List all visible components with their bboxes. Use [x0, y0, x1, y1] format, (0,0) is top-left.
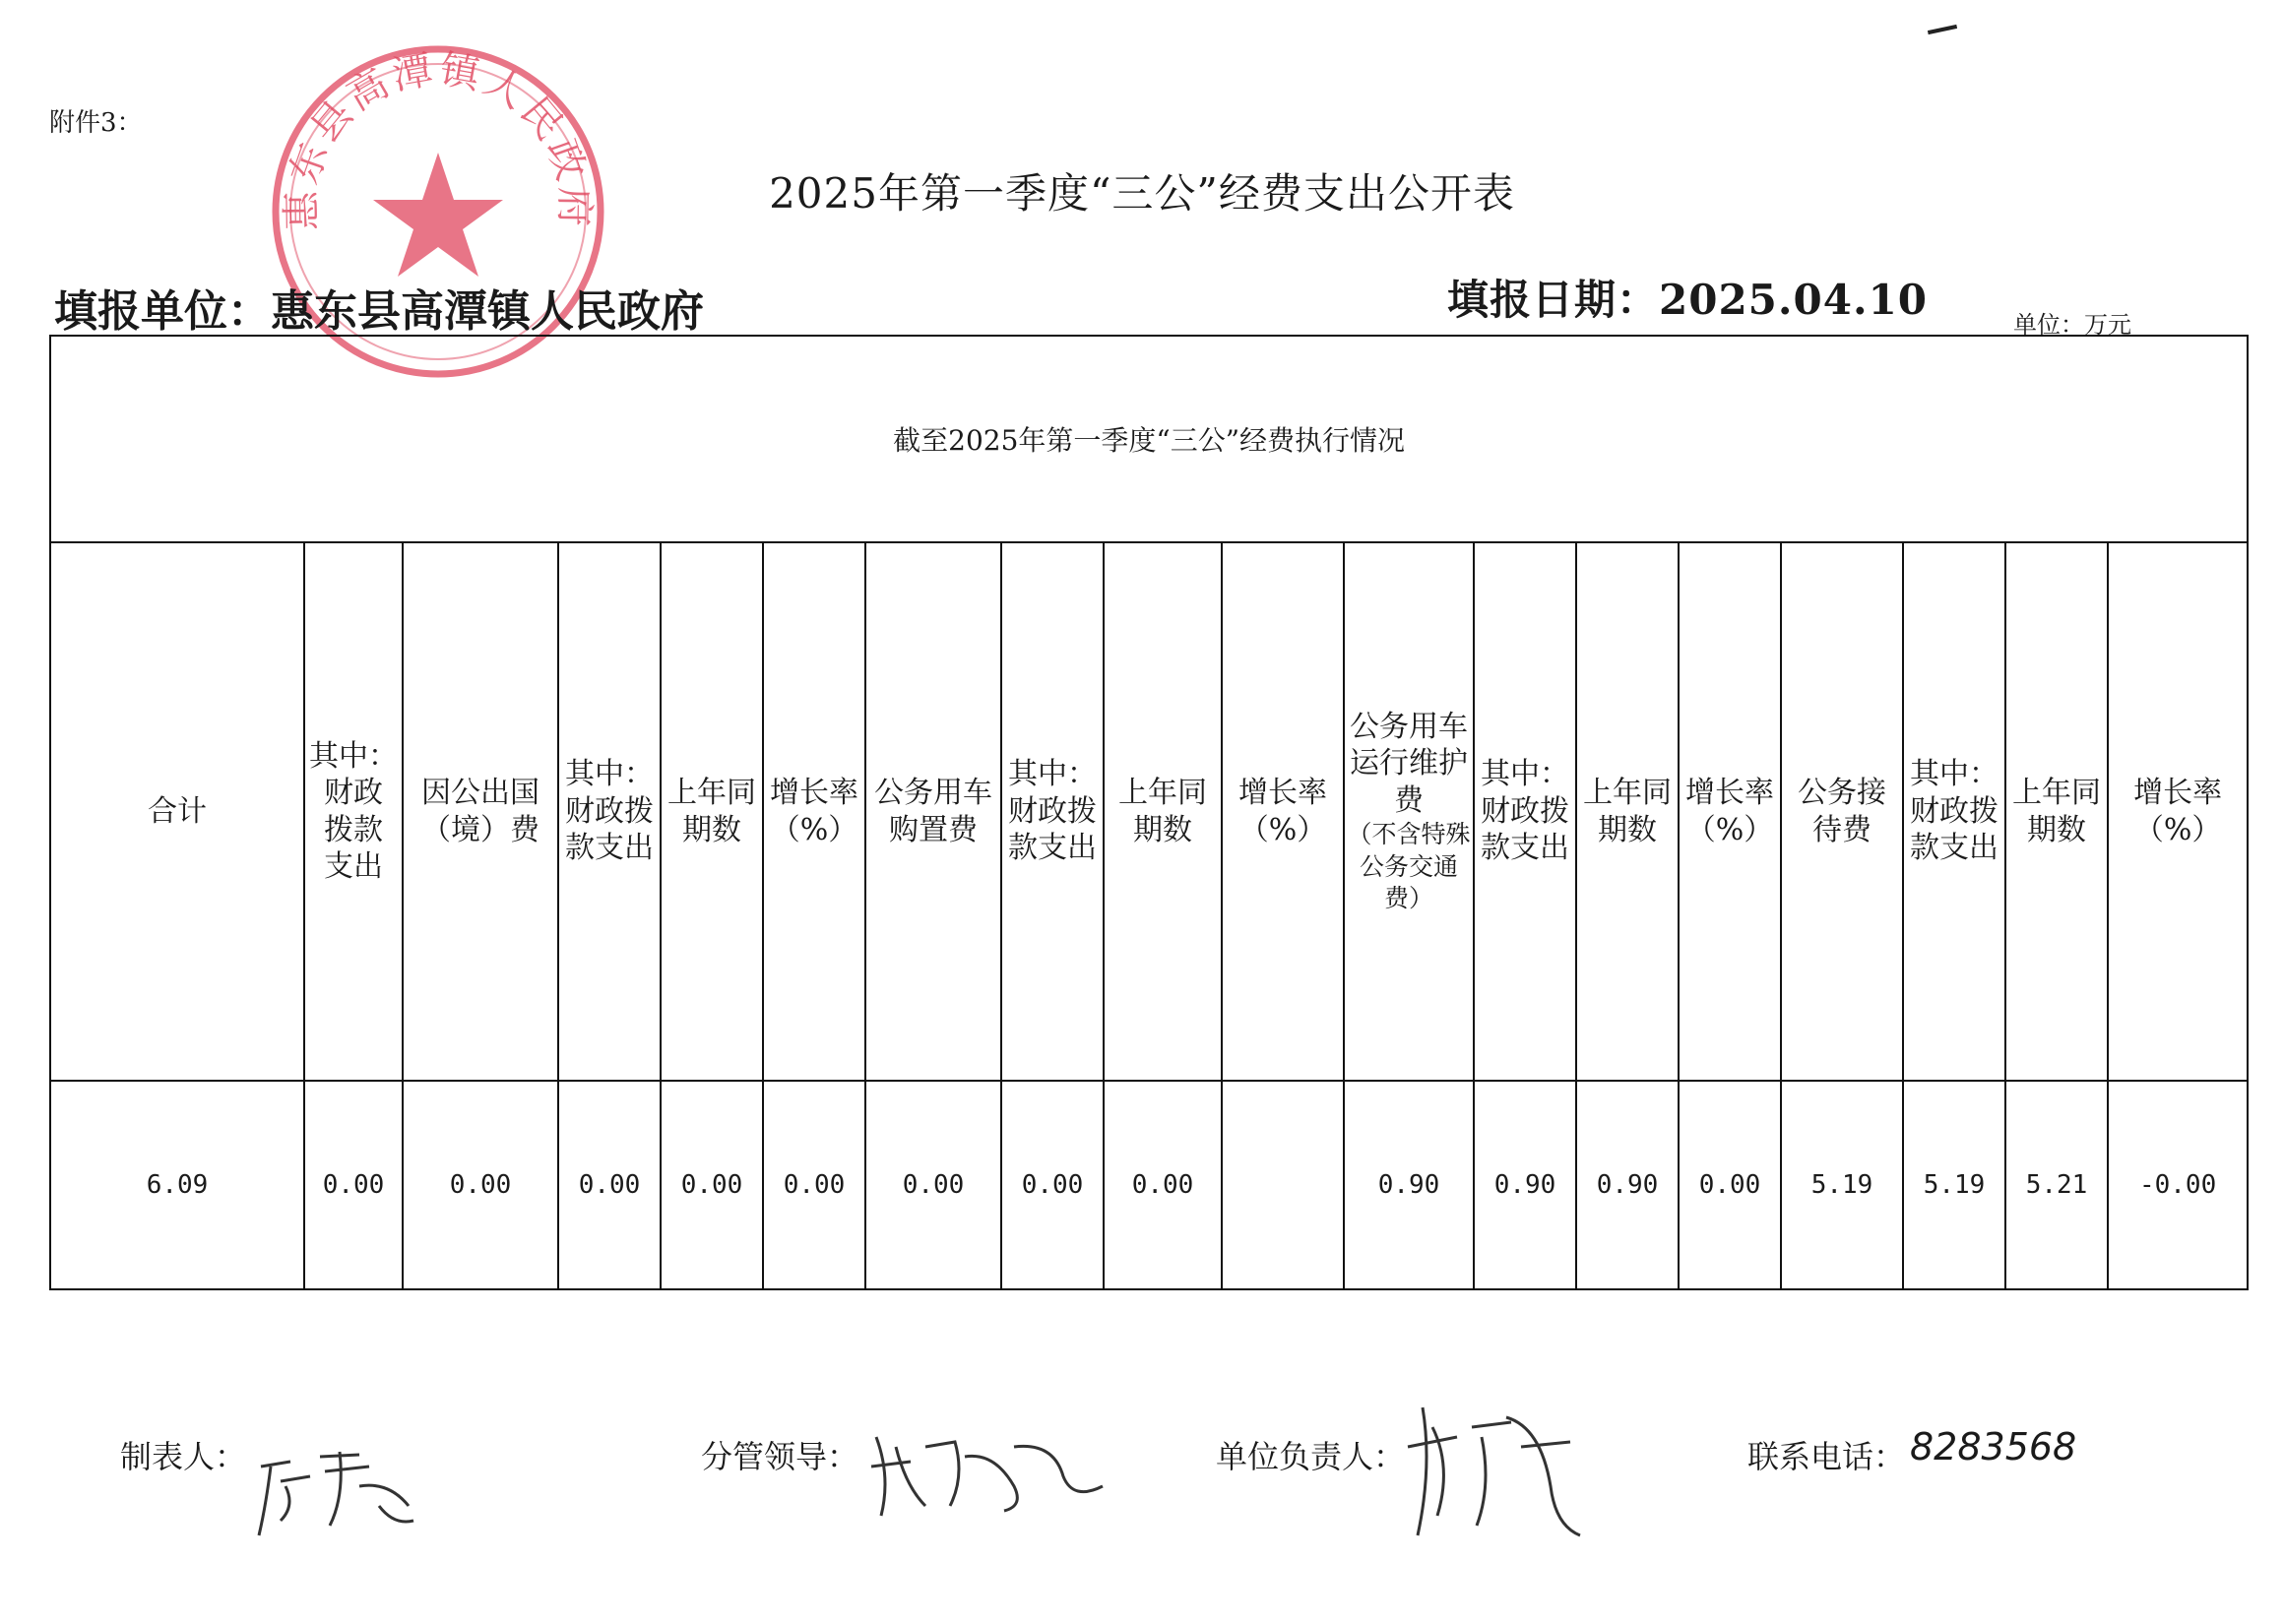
- column-header-line: 公务用车: [874, 776, 992, 810]
- column-header-line: 合计: [148, 793, 207, 829]
- table-cell: 0.00: [865, 1081, 1001, 1289]
- svg-text:惠东县高潭镇人民政府: 惠东县高潭镇人民政府: [279, 46, 598, 231]
- column-header: [50, 542, 304, 1081]
- column-header: [1679, 542, 1781, 1081]
- column-header: [1222, 542, 1344, 1081]
- column-header: [763, 542, 865, 1081]
- table-cell: 0.90: [1344, 1081, 1474, 1289]
- column-header: [2108, 542, 2248, 1081]
- column-header-line: 期数: [1133, 812, 1192, 847]
- column-header-line: 支出: [324, 849, 383, 884]
- column-header-line: 其中：: [309, 738, 398, 774]
- column-header: [1474, 542, 1576, 1081]
- table-cell: 5.21: [2005, 1081, 2108, 1289]
- table-cell: 0.00: [1679, 1081, 1781, 1289]
- column-header-line: 款支出: [1910, 831, 1998, 866]
- pen-mark: [1928, 25, 1957, 34]
- column-header-line: 购置费: [889, 812, 978, 847]
- table-cell: -0.00: [2108, 1081, 2248, 1289]
- column-header-line: 其中：: [565, 757, 654, 792]
- column-header-line: 财政拨: [1481, 793, 1569, 829]
- currency-unit: 单位：万元: [2013, 311, 2131, 339]
- table-cell: 0.00: [304, 1081, 403, 1289]
- column-header-line: 上年同: [1118, 776, 1207, 810]
- column-header-line: 款支出: [1481, 831, 1569, 866]
- column-header: [1104, 542, 1222, 1081]
- vehicle-note-line: （不含特殊: [1347, 820, 1471, 848]
- preparer-label: 制表人：: [120, 1438, 247, 1475]
- reporting-unit: 填报单位：惠东县高潭镇人民政府: [54, 286, 704, 337]
- column-header: [304, 542, 403, 1081]
- expense-table: [49, 335, 2249, 1290]
- column-header-line: 费: [1394, 782, 1424, 818]
- column-header-line: 其中：: [1008, 757, 1097, 792]
- column-header-line: 财政: [324, 776, 383, 810]
- column-header-line: 期数: [2027, 812, 2086, 847]
- column-header: [1781, 542, 1903, 1081]
- column-header-line: 款支出: [1008, 831, 1097, 866]
- column-header-line: 其中：: [1481, 757, 1569, 792]
- column-header: [661, 542, 763, 1081]
- column-header: [1903, 542, 2005, 1081]
- table-cell: 0.90: [1474, 1081, 1576, 1289]
- column-header: [558, 542, 661, 1081]
- unit-head-signature: [1403, 1388, 1600, 1545]
- document-title: 2025年第一季度“三公”经费支出公开表: [769, 169, 1515, 218]
- unit-head-label: 单位负责人：: [1216, 1438, 1406, 1475]
- column-header-line: 款支出: [565, 831, 654, 866]
- column-header-line: （%）: [2133, 812, 2222, 847]
- phone-label: 联系电话：: [1747, 1438, 1906, 1475]
- column-header: [1001, 542, 1104, 1081]
- column-header-line: 增长率: [1238, 776, 1327, 810]
- column-header-line: （%）: [1685, 812, 1774, 847]
- column-header-line: 增长率: [1685, 776, 1774, 810]
- table-cell: 0.00: [1104, 1081, 1222, 1289]
- column-header-row: [50, 542, 2248, 1081]
- table-cell: 6.09: [50, 1081, 304, 1289]
- phone-number: 8283568: [1910, 1425, 2077, 1468]
- table-cell: 0.90: [1576, 1081, 1679, 1289]
- supervisor-label: 分管领导：: [701, 1438, 859, 1475]
- attachment-label: 附件3：: [49, 108, 143, 138]
- column-header-line: 公务接: [1798, 776, 1886, 810]
- column-header-line: 拨款: [324, 812, 383, 847]
- table-cell: 0.00: [558, 1081, 661, 1289]
- column-header-line: 因公出国: [421, 776, 539, 810]
- column-header-line: 财政拨: [1008, 793, 1097, 829]
- vehicle-note-line: 费）: [1383, 884, 1433, 912]
- column-header: [1576, 542, 1679, 1081]
- column-header-line: 运行维护: [1350, 746, 1468, 781]
- column-header-line: 财政拨: [565, 793, 654, 829]
- supervisor-signature: [866, 1417, 1122, 1526]
- table-cell: 0.00: [1001, 1081, 1104, 1289]
- table-cell: 0.00: [763, 1081, 865, 1289]
- column-header-line: 待费: [1812, 812, 1872, 847]
- table-cell: 5.19: [1781, 1081, 1903, 1289]
- column-header-line: 上年同: [1583, 776, 1672, 810]
- preparer-signature: [251, 1427, 428, 1545]
- column-header-line: 上年同: [667, 776, 756, 810]
- column-header-line: 公务用车: [1350, 709, 1468, 744]
- column-header-line: 其中：: [1910, 757, 1998, 792]
- table-cell: 0.00: [661, 1081, 763, 1289]
- reporting-date: 填报日期：2025.04.10: [1447, 276, 1929, 324]
- table-row: [50, 1081, 2248, 1289]
- column-header-line: （境）费: [421, 812, 539, 847]
- table-cell: [1222, 1081, 1344, 1289]
- column-header: [403, 542, 558, 1081]
- column-header-line: （%）: [1238, 812, 1327, 847]
- table-cell: 0.00: [403, 1081, 558, 1289]
- vehicle-note-line: 公务交通: [1359, 851, 1458, 881]
- table-super-header: 截至2025年第一季度“三公”经费执行情况: [50, 336, 2248, 542]
- column-header-line: 上年同: [2012, 776, 2101, 810]
- column-header-line: 增长率: [770, 776, 858, 810]
- column-header: [865, 542, 1001, 1081]
- column-header: [1344, 542, 1474, 1081]
- column-header-line: 增长率: [2133, 776, 2223, 810]
- column-header-line: 期数: [1598, 812, 1657, 847]
- column-header-line: 财政拨: [1910, 793, 1998, 829]
- column-header-line: （%）: [770, 812, 858, 847]
- table-cell: 5.19: [1903, 1081, 2005, 1289]
- column-header-line: 期数: [682, 812, 741, 847]
- column-header: [2005, 542, 2108, 1081]
